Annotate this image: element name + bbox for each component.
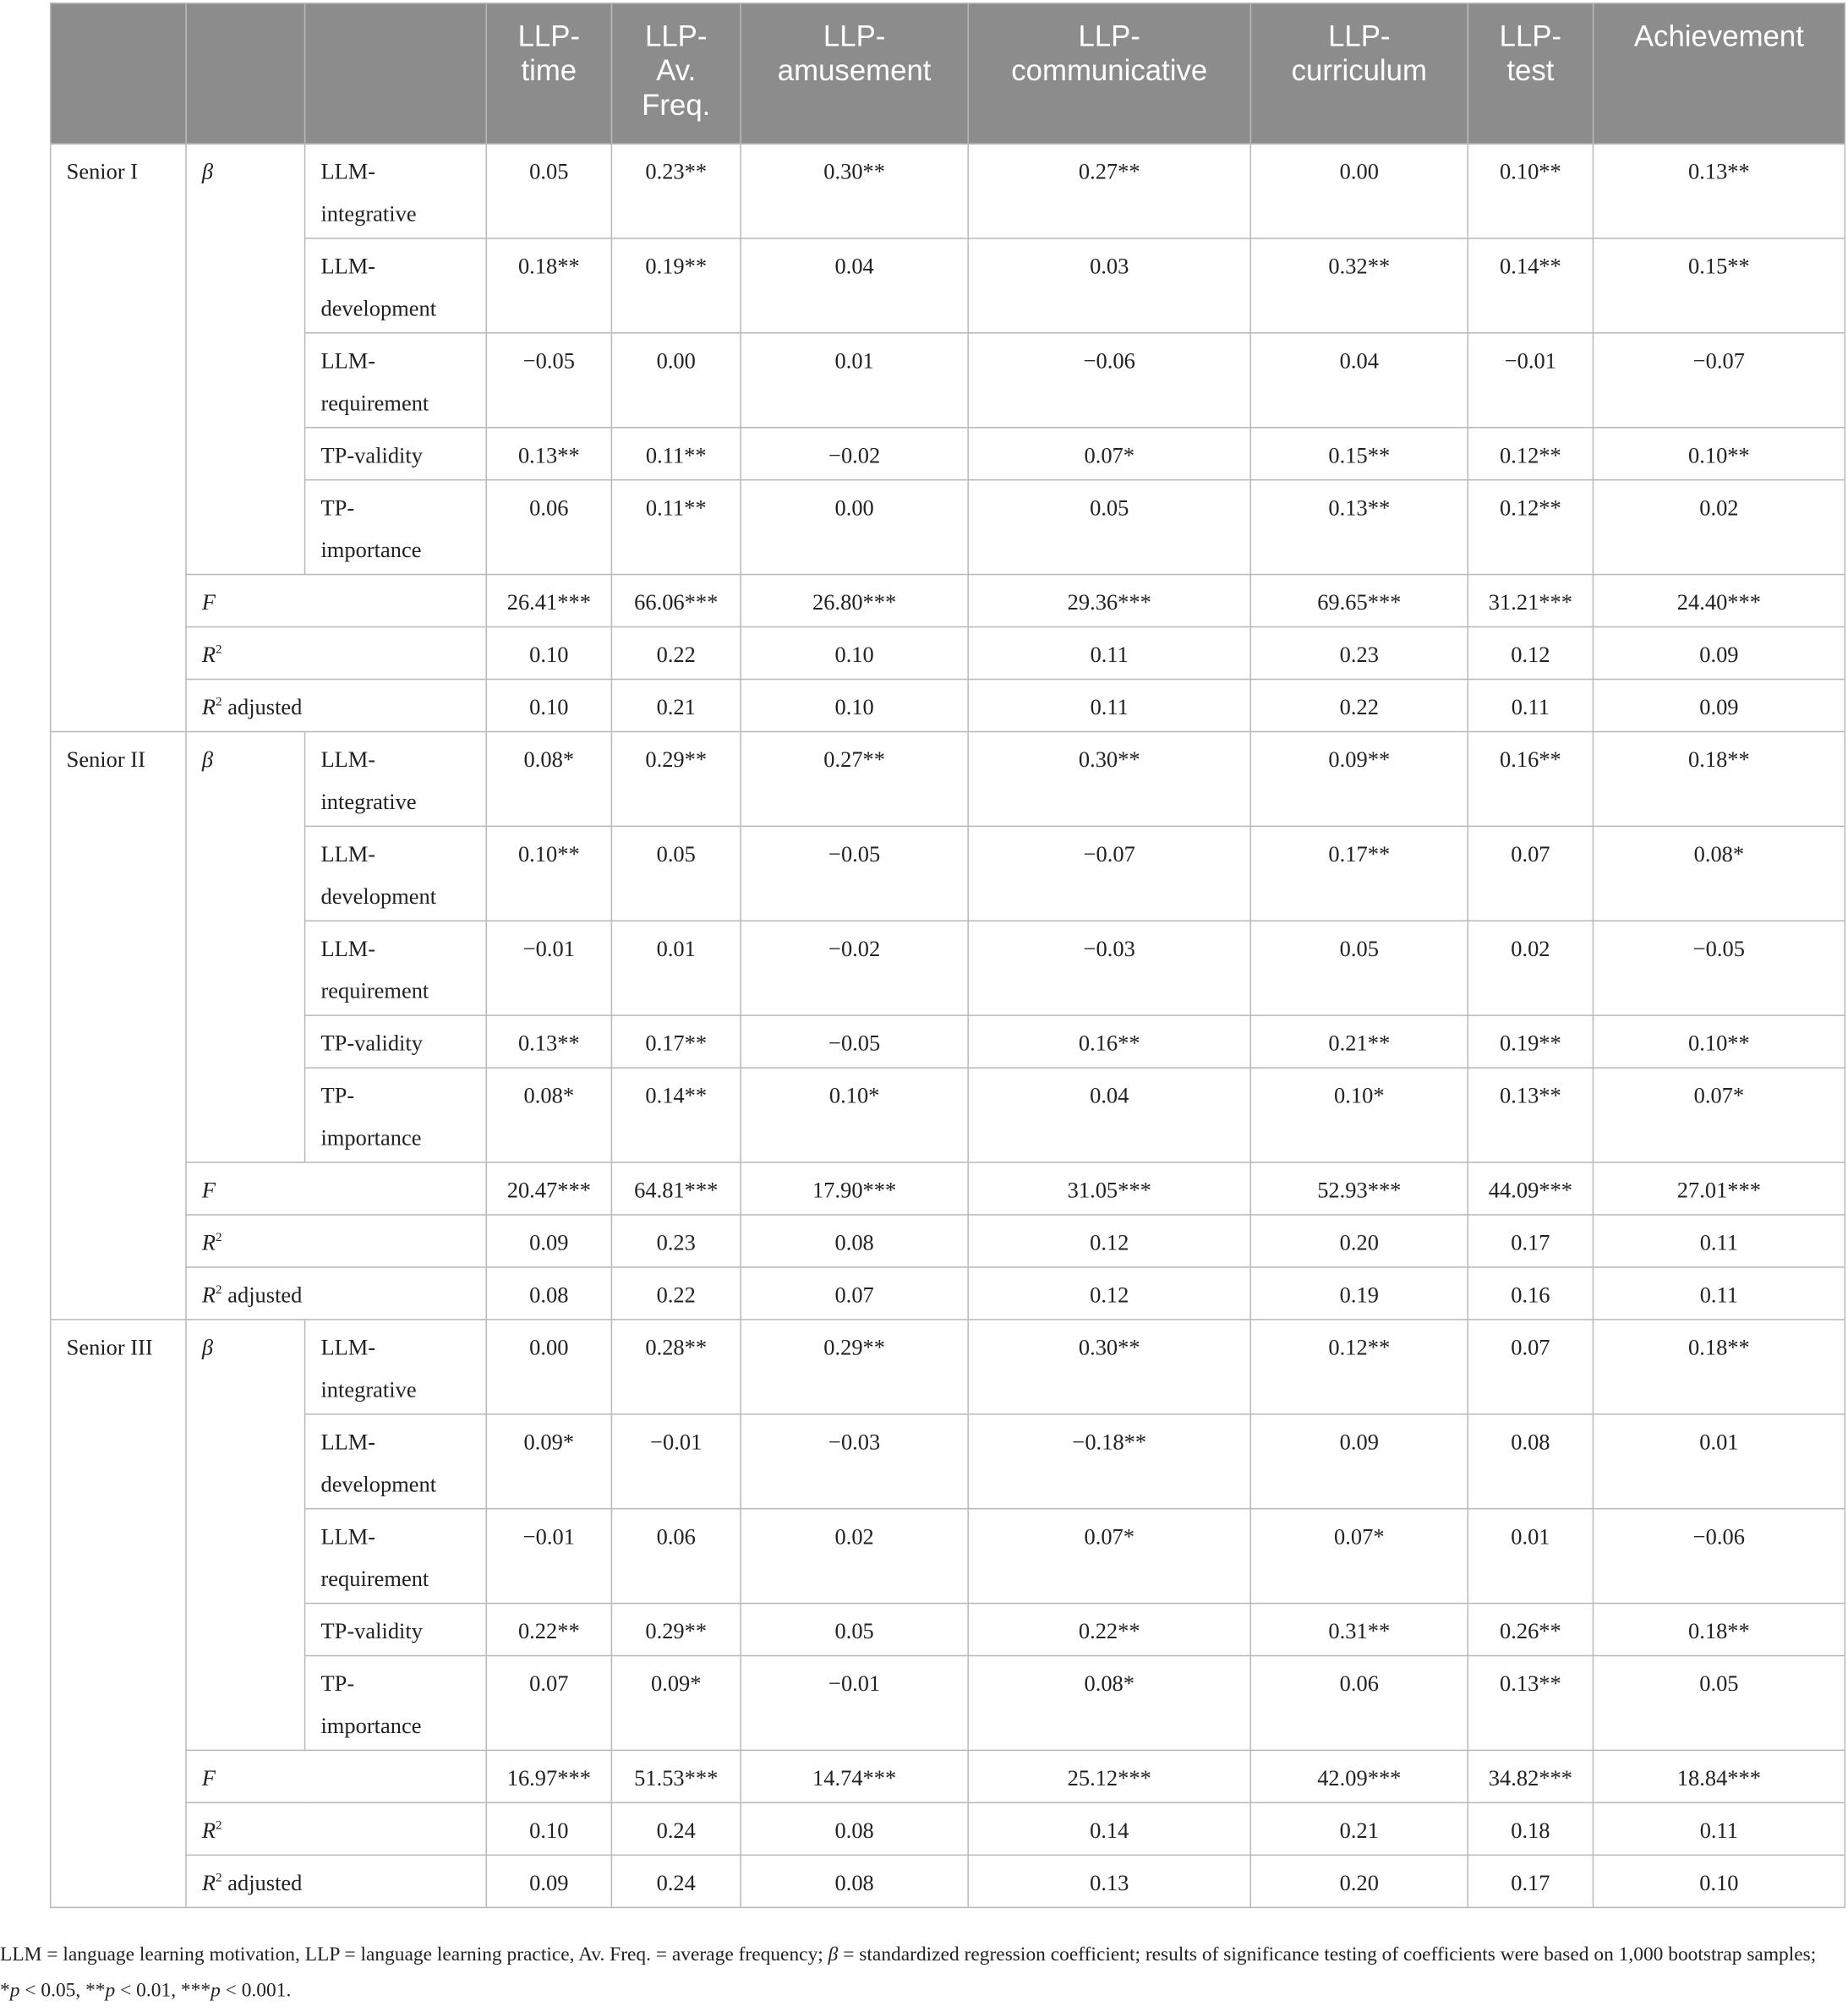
coefficient-cell: −0.05 bbox=[741, 826, 968, 921]
table-row bbox=[51, 238, 1845, 333]
f-value-cell: 52.93*** bbox=[1250, 1162, 1468, 1215]
footnote-segment: < 0.01, *** bbox=[115, 1979, 211, 2002]
r2-adjusted-value-cell: 0.07 bbox=[741, 1267, 968, 1320]
coefficient-cell: 0.10** bbox=[1593, 428, 1845, 480]
coefficient-cell: 0.06 bbox=[1250, 1656, 1468, 1751]
table-row bbox=[51, 428, 1845, 480]
table-row bbox=[51, 732, 1845, 827]
coefficient-cell: 0.00 bbox=[486, 1320, 611, 1414]
r2-value-cell: 0.22 bbox=[611, 627, 741, 680]
r2-symbol: R bbox=[201, 641, 216, 668]
f-value-cell: 69.65*** bbox=[1250, 575, 1468, 627]
coefficient-cell: 0.01 bbox=[1468, 1509, 1593, 1604]
coefficient-cell: 0.30** bbox=[968, 732, 1250, 827]
coefficient-cell: −0.05 bbox=[741, 1015, 968, 1068]
table-row bbox=[51, 144, 1845, 238]
table-row bbox=[51, 1509, 1845, 1604]
predictor-label: LLM- integrative bbox=[305, 1320, 487, 1414]
coefficient-cell: −0.01 bbox=[611, 1414, 741, 1509]
r2-value-cell: 0.20 bbox=[1250, 1215, 1468, 1267]
table-row bbox=[51, 826, 1845, 921]
f-value-cell: 26.41*** bbox=[486, 575, 611, 627]
coefficient-cell: 0.30** bbox=[741, 144, 968, 238]
coefficient-cell: −0.05 bbox=[486, 333, 611, 428]
coefficient-cell: 0.02 bbox=[1593, 480, 1845, 575]
coefficient-cell: 0.09 bbox=[1250, 1414, 1468, 1509]
coefficient-cell: 0.01 bbox=[741, 333, 968, 428]
coefficient-cell: 0.05 bbox=[486, 144, 611, 238]
r2-value-cell: 0.14 bbox=[968, 1802, 1250, 1855]
coefficient-cell: 0.13** bbox=[1250, 480, 1468, 575]
footnote-segment: p bbox=[9, 1979, 20, 2002]
coefficient-cell: 0.09** bbox=[1250, 732, 1468, 827]
coefficient-cell: −0.01 bbox=[741, 1656, 968, 1751]
r2-value-cell: 0.21 bbox=[1250, 1802, 1468, 1855]
r2-symbol: R bbox=[201, 1869, 216, 1895]
r2-adjusted-value-cell: 0.09 bbox=[486, 1855, 611, 1907]
coefficient-cell: −0.18** bbox=[968, 1414, 1250, 1509]
f-value-cell: 31.05*** bbox=[968, 1162, 1250, 1215]
coefficient-cell: 0.18** bbox=[486, 238, 611, 333]
r2-value-cell: 0.23 bbox=[1250, 627, 1468, 680]
coefficient-cell: 0.07* bbox=[1593, 1068, 1845, 1162]
r2-symbol: R bbox=[201, 1229, 216, 1255]
coefficient-cell: 0.28** bbox=[611, 1320, 741, 1414]
predictor-label: LLM- development bbox=[305, 238, 487, 333]
r2-adjusted-value-cell: 0.21 bbox=[611, 680, 741, 732]
coefficient-cell: 0.05 bbox=[968, 480, 1250, 575]
table-row bbox=[51, 1015, 1845, 1068]
coefficient-cell: 0.32** bbox=[1250, 238, 1468, 333]
r2-adjusted-value-cell: 0.22 bbox=[1250, 680, 1468, 732]
f-label: F bbox=[186, 575, 486, 627]
r2-adjusted-value-cell: 0.22 bbox=[611, 1267, 741, 1320]
coefficient-cell: −0.02 bbox=[741, 428, 968, 480]
coefficient-cell: 0.29** bbox=[741, 1320, 968, 1414]
table-row bbox=[51, 1750, 1845, 1802]
r2-superscript: 2 bbox=[216, 1871, 222, 1885]
coefficient-cell: 0.29** bbox=[611, 1604, 741, 1656]
coefficient-cell: 0.10* bbox=[741, 1068, 968, 1162]
table-row bbox=[51, 1656, 1845, 1751]
coefficient-cell: 0.14** bbox=[1468, 238, 1593, 333]
f-value-cell: 64.81*** bbox=[611, 1162, 741, 1215]
r2-symbol: R bbox=[201, 693, 216, 720]
coefficient-cell: 0.01 bbox=[611, 921, 741, 1015]
table-row bbox=[51, 921, 1845, 1015]
coefficient-cell: 0.12** bbox=[1250, 1320, 1468, 1414]
r2-adjusted-value-cell: 0.10 bbox=[486, 680, 611, 732]
coefficient-cell: 0.09* bbox=[486, 1414, 611, 1509]
f-value-cell: 66.06*** bbox=[611, 575, 741, 627]
r2-adjusted-value-cell: 0.09 bbox=[1593, 680, 1845, 732]
coefficient-cell: 0.11** bbox=[611, 428, 741, 480]
coefficient-cell: 0.17** bbox=[611, 1015, 741, 1068]
r2-value-cell: 0.08 bbox=[741, 1802, 968, 1855]
beta-label: β bbox=[186, 1320, 305, 1750]
r2-adjusted-value-cell: 0.10 bbox=[1593, 1855, 1845, 1907]
coefficient-cell: 0.02 bbox=[741, 1509, 968, 1604]
table-row bbox=[51, 1162, 1845, 1215]
predictor-label: LLM- development bbox=[305, 1414, 487, 1509]
header-row bbox=[51, 3, 1845, 144]
r2-value-cell: 0.24 bbox=[611, 1802, 741, 1855]
coefficient-cell: 0.22** bbox=[968, 1604, 1250, 1656]
coefficient-cell: 0.09* bbox=[611, 1656, 741, 1751]
column-header: LLP- Av. Freq. bbox=[611, 3, 741, 144]
table-row bbox=[51, 680, 1845, 732]
coefficient-cell: 0.16** bbox=[1468, 732, 1593, 827]
coefficient-cell: 0.08* bbox=[486, 732, 611, 827]
group-label: Senior III bbox=[51, 1320, 186, 1907]
table-row bbox=[51, 1068, 1845, 1162]
f-value-cell: 31.21*** bbox=[1468, 575, 1593, 627]
r2-symbol: R bbox=[201, 1817, 216, 1844]
r2-adjusted-label bbox=[186, 1855, 486, 1907]
coefficient-cell: 0.18** bbox=[1593, 1604, 1845, 1656]
r2-superscript: 2 bbox=[216, 1230, 222, 1245]
table-row bbox=[51, 333, 1845, 428]
coefficient-cell: 0.04 bbox=[741, 238, 968, 333]
r2-superscript: 2 bbox=[216, 642, 222, 658]
r2-value-cell: 0.11 bbox=[1593, 1802, 1845, 1855]
coefficient-cell: 0.31** bbox=[1250, 1604, 1468, 1656]
coefficient-cell: 0.00 bbox=[611, 333, 741, 428]
f-value-cell: 26.80*** bbox=[741, 575, 968, 627]
coefficient-cell: 0.12** bbox=[1468, 428, 1593, 480]
coefficient-cell: −0.03 bbox=[741, 1414, 968, 1509]
coefficient-cell: 0.06 bbox=[486, 480, 611, 575]
table-row bbox=[51, 1604, 1845, 1656]
coefficient-cell: 0.13** bbox=[486, 428, 611, 480]
r2-value-cell: 0.11 bbox=[1593, 1215, 1845, 1267]
predictor-label: LLM- development bbox=[305, 826, 487, 921]
f-value-cell: 17.90*** bbox=[741, 1162, 968, 1215]
predictor-label: LLM- requirement bbox=[305, 1509, 487, 1604]
r2-value-cell: 0.12 bbox=[968, 1215, 1250, 1267]
r2-superscript: 2 bbox=[216, 1818, 222, 1833]
table-row bbox=[51, 1414, 1845, 1509]
r2-adjusted-value-cell: 0.11 bbox=[968, 680, 1250, 732]
r2-value-cell: 0.17 bbox=[1468, 1215, 1593, 1267]
f-value-cell: 27.01*** bbox=[1593, 1162, 1845, 1215]
r2-label bbox=[186, 1215, 486, 1267]
footnote-segment: < 0.001. bbox=[220, 1979, 292, 2002]
column-header bbox=[186, 3, 305, 144]
column-header bbox=[51, 3, 186, 144]
coefficient-cell: 0.05 bbox=[741, 1604, 968, 1656]
group-label: Senior I bbox=[51, 144, 186, 731]
coefficient-cell: 0.08 bbox=[1468, 1414, 1593, 1509]
column-header: LLP- curriculum bbox=[1250, 3, 1468, 144]
coefficient-cell: 0.10** bbox=[486, 826, 611, 921]
f-value-cell: 51.53*** bbox=[611, 1750, 741, 1802]
footnote-segment: p bbox=[210, 1979, 221, 2002]
r2-value-cell: 0.08 bbox=[741, 1215, 968, 1267]
coefficient-cell: −0.06 bbox=[968, 333, 1250, 428]
coefficient-cell: 0.21** bbox=[1250, 1015, 1468, 1068]
r2-adjusted-value-cell: 0.20 bbox=[1250, 1855, 1468, 1907]
footnote-segment: = standardized regression coefficient; results of significance testing of coefficients were based on 1,000 bootstrap samples; * bbox=[0, 1944, 1817, 2002]
r2-label bbox=[186, 1802, 486, 1855]
coefficient-cell: 0.27** bbox=[741, 732, 968, 827]
coefficient-cell: −0.01 bbox=[486, 1509, 611, 1604]
predictor-label: TP-validity bbox=[305, 1604, 487, 1656]
r2-value-cell: 0.18 bbox=[1468, 1802, 1593, 1855]
coefficient-cell: 0.11** bbox=[611, 480, 741, 575]
coefficient-cell: 0.18** bbox=[1593, 1320, 1845, 1414]
coefficient-cell: 0.13** bbox=[1593, 144, 1845, 238]
r2-symbol: R bbox=[201, 1282, 216, 1308]
coefficient-cell: 0.17** bbox=[1250, 826, 1468, 921]
coefficient-cell: 0.26** bbox=[1468, 1604, 1593, 1656]
column-header: LLP- amusement bbox=[741, 3, 968, 144]
coefficient-cell: 0.13** bbox=[1468, 1068, 1593, 1162]
coefficient-cell: 0.23** bbox=[611, 144, 741, 238]
coefficient-cell: 0.15** bbox=[1250, 428, 1468, 480]
coefficient-cell: 0.07* bbox=[968, 1509, 1250, 1604]
adjusted-text: adjusted bbox=[221, 1282, 303, 1308]
r2-adjusted-value-cell: 0.10 bbox=[741, 680, 968, 732]
table-row bbox=[51, 1855, 1845, 1907]
r2-value-cell: 0.23 bbox=[611, 1215, 741, 1267]
coefficient-cell: 0.16** bbox=[968, 1015, 1250, 1068]
coefficient-cell: 0.10* bbox=[1250, 1068, 1468, 1162]
r2-superscript: 2 bbox=[216, 695, 222, 710]
coefficient-cell: 0.15** bbox=[1593, 238, 1845, 333]
coefficient-cell: 0.04 bbox=[1250, 333, 1468, 428]
coefficient-cell: 0.22** bbox=[486, 1604, 611, 1656]
adjusted-text: adjusted bbox=[221, 693, 303, 720]
r2-adjusted-value-cell: 0.11 bbox=[1468, 680, 1593, 732]
coefficient-cell: 0.19** bbox=[1468, 1015, 1593, 1068]
r2-adjusted-value-cell: 0.16 bbox=[1468, 1267, 1593, 1320]
coefficient-cell: 0.13** bbox=[486, 1015, 611, 1068]
r2-superscript: 2 bbox=[216, 1282, 222, 1298]
coefficient-cell: 0.07 bbox=[1468, 1320, 1593, 1414]
coefficient-cell: 0.18** bbox=[1593, 732, 1845, 827]
coefficient-cell: 0.00 bbox=[1250, 144, 1468, 238]
r2-adjusted-value-cell: 0.13 bbox=[968, 1855, 1250, 1907]
r2-value-cell: 0.10 bbox=[486, 1802, 611, 1855]
f-value-cell: 20.47*** bbox=[486, 1162, 611, 1215]
coefficient-cell: 0.07* bbox=[968, 428, 1250, 480]
coefficient-cell: 0.19** bbox=[611, 238, 741, 333]
f-value-cell: 42.09*** bbox=[1250, 1750, 1468, 1802]
coefficient-cell: 0.08* bbox=[486, 1068, 611, 1162]
table-row bbox=[51, 1320, 1845, 1414]
coefficient-cell: 0.10** bbox=[1593, 1015, 1845, 1068]
coefficient-cell: 0.06 bbox=[611, 1509, 741, 1604]
f-label: F bbox=[186, 1162, 486, 1215]
regression-table bbox=[50, 3, 1845, 1908]
coefficient-cell: 0.03 bbox=[968, 238, 1250, 333]
r2-adjusted-value-cell: 0.19 bbox=[1250, 1267, 1468, 1320]
f-value-cell: 14.74*** bbox=[741, 1750, 968, 1802]
coefficient-cell: 0.30** bbox=[968, 1320, 1250, 1414]
coefficient-cell: 0.00 bbox=[741, 480, 968, 575]
predictor-label: LLM- integrative bbox=[305, 732, 487, 827]
r2-value-cell: 0.10 bbox=[741, 627, 968, 680]
f-value-cell: 24.40*** bbox=[1593, 575, 1845, 627]
r2-value-cell: 0.09 bbox=[486, 1215, 611, 1267]
coefficient-cell: 0.08* bbox=[968, 1656, 1250, 1751]
f-value-cell: 29.36*** bbox=[968, 575, 1250, 627]
predictor-label: TP-validity bbox=[305, 428, 487, 480]
f-value-cell: 34.82*** bbox=[1468, 1750, 1593, 1802]
coefficient-cell: 0.07* bbox=[1250, 1509, 1468, 1604]
f-value-cell: 25.12*** bbox=[968, 1750, 1250, 1802]
coefficient-cell: 0.14** bbox=[611, 1068, 741, 1162]
coefficient-cell: 0.12** bbox=[1468, 480, 1593, 575]
table-row bbox=[51, 480, 1845, 575]
table-body bbox=[51, 144, 1845, 1907]
coefficient-cell: 0.10** bbox=[1468, 144, 1593, 238]
coefficient-cell: −0.06 bbox=[1593, 1509, 1845, 1604]
coefficient-cell: 0.04 bbox=[968, 1068, 1250, 1162]
coefficient-cell: −0.01 bbox=[1468, 333, 1593, 428]
r2-adjusted-label bbox=[186, 680, 486, 732]
table-row bbox=[51, 1215, 1845, 1267]
footnote-segment: β bbox=[828, 1944, 839, 1966]
coefficient-cell: −0.03 bbox=[968, 921, 1250, 1015]
coefficient-cell: 0.13** bbox=[1468, 1656, 1593, 1751]
column-header bbox=[305, 3, 487, 144]
predictor-label: LLM- requirement bbox=[305, 921, 487, 1015]
column-header: LLP- time bbox=[486, 3, 611, 144]
r2-adjusted-value-cell: 0.08 bbox=[486, 1267, 611, 1320]
table-row bbox=[51, 627, 1845, 680]
coefficient-cell: −0.05 bbox=[1593, 921, 1845, 1015]
table-row bbox=[51, 1802, 1845, 1855]
r2-adjusted-value-cell: 0.12 bbox=[968, 1267, 1250, 1320]
r2-value-cell: 0.09 bbox=[1593, 627, 1845, 680]
footnote-segment: LLM = language learning motivation, LLP = language learning practice, Av. Freq. = average frequency; bbox=[0, 1944, 828, 1966]
adjusted-text: adjusted bbox=[221, 1869, 303, 1895]
f-label: F bbox=[186, 1750, 486, 1802]
table-row bbox=[51, 575, 1845, 627]
column-header: Achievement bbox=[1593, 3, 1845, 144]
beta-label: β bbox=[186, 732, 305, 1162]
predictor-label: TP-validity bbox=[305, 1015, 487, 1068]
coefficient-cell: 0.07 bbox=[1468, 826, 1593, 921]
r2-adjusted-value-cell: 0.08 bbox=[741, 1855, 968, 1907]
column-header: LLP- test bbox=[1468, 3, 1593, 144]
predictor-label: TP- importance bbox=[305, 1656, 487, 1751]
beta-label: β bbox=[186, 144, 305, 574]
group-label: Senior II bbox=[51, 732, 186, 1320]
r2-adjusted-label bbox=[186, 1267, 486, 1320]
f-value-cell: 16.97*** bbox=[486, 1750, 611, 1802]
footnote-segment: < 0.05, ** bbox=[19, 1979, 106, 2002]
r2-label bbox=[186, 627, 486, 680]
coefficient-cell: 0.05 bbox=[1250, 921, 1468, 1015]
column-header: LLP- communicative bbox=[968, 3, 1250, 144]
coefficient-cell: 0.29** bbox=[611, 732, 741, 827]
coefficient-cell: 0.08* bbox=[1593, 826, 1845, 921]
predictor-label: TP- importance bbox=[305, 480, 487, 575]
coefficient-cell: −0.02 bbox=[741, 921, 968, 1015]
footnote-segment: p bbox=[105, 1979, 116, 2002]
r2-value-cell: 0.10 bbox=[486, 627, 611, 680]
coefficient-cell: −0.07 bbox=[1593, 333, 1845, 428]
coefficient-cell: 0.01 bbox=[1593, 1414, 1845, 1509]
table-row bbox=[51, 1267, 1845, 1320]
coefficient-cell: 0.05 bbox=[1593, 1656, 1845, 1751]
predictor-label: TP- importance bbox=[305, 1068, 487, 1162]
coefficient-cell: 0.07 bbox=[486, 1656, 611, 1751]
r2-value-cell: 0.12 bbox=[1468, 627, 1593, 680]
coefficient-cell: −0.07 bbox=[968, 826, 1250, 921]
coefficient-cell: 0.05 bbox=[611, 826, 741, 921]
r2-adjusted-value-cell: 0.24 bbox=[611, 1855, 741, 1907]
f-value-cell: 44.09*** bbox=[1468, 1162, 1593, 1215]
r2-value-cell: 0.11 bbox=[968, 627, 1250, 680]
coefficient-cell: −0.01 bbox=[486, 921, 611, 1015]
f-value-cell: 18.84*** bbox=[1593, 1750, 1845, 1802]
r2-adjusted-value-cell: 0.11 bbox=[1593, 1267, 1845, 1320]
r2-adjusted-value-cell: 0.17 bbox=[1468, 1855, 1593, 1907]
coefficient-cell: 0.02 bbox=[1468, 921, 1593, 1015]
predictor-label: LLM- requirement bbox=[305, 333, 487, 428]
table-footnote bbox=[0, 1938, 1828, 2009]
coefficient-cell: 0.27** bbox=[968, 144, 1250, 238]
predictor-label: LLM- integrative bbox=[305, 144, 487, 238]
